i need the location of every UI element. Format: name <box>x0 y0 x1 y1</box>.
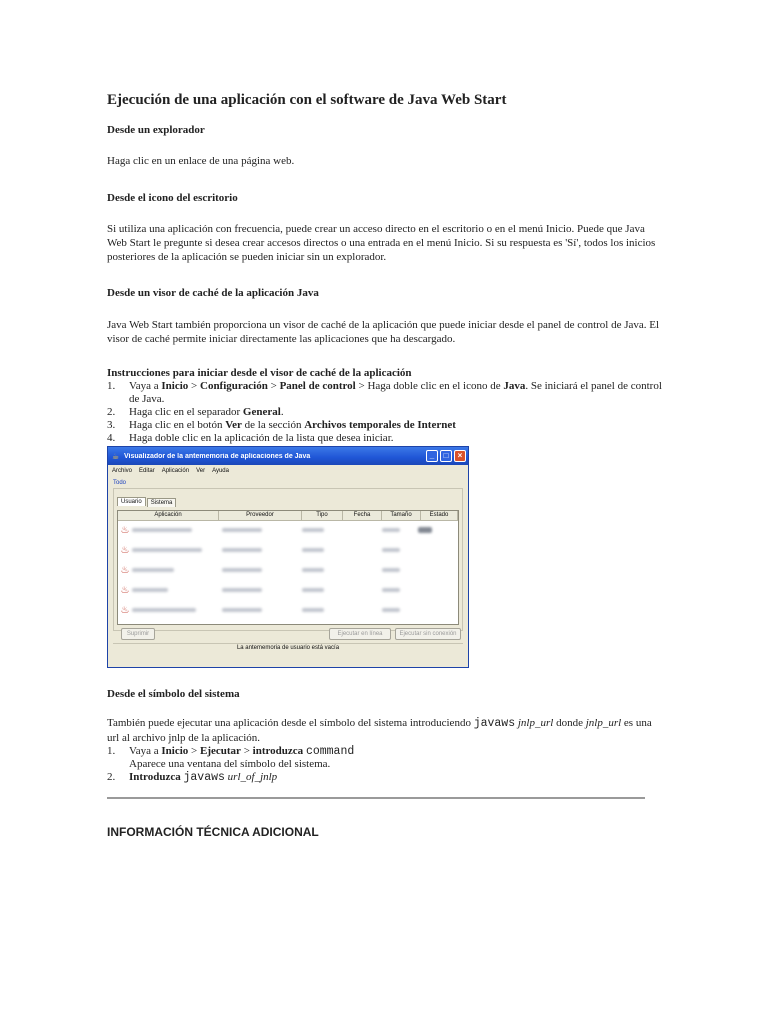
menu-ver[interactable]: Ver <box>196 467 206 474</box>
close-icon[interactable]: × <box>454 450 466 462</box>
text-system: También puede ejecutar una aplicación desde el símbolo del sistema introduciendo javaws jnlp_url donde jnlp_url es una url al archivo jnlp de la aplicación. <box>107 717 652 744</box>
table-row[interactable] <box>118 561 458 579</box>
tab-sistema[interactable]: Sistema <box>147 498 177 507</box>
java-app-icon: ♨ <box>120 524 130 536</box>
heading-desktop: Desde el icono del escritorio <box>107 192 238 204</box>
applications-table <box>117 510 459 625</box>
col-estado[interactable]: Estado <box>421 511 458 520</box>
java-cup-icon: ☕ <box>112 451 120 461</box>
system-step-1: 1. Vaya a Inicio > Ejecutar > introduzca command <box>107 745 355 758</box>
table-row[interactable] <box>118 601 458 619</box>
col-tamano[interactable]: Tamaño <box>382 511 421 520</box>
status-bar: La antememoria de usuario está vacía <box>113 643 463 653</box>
run-offline-button[interactable]: Ejecutar sin conexión <box>395 628 461 640</box>
menu-aplicacion[interactable]: Aplicación <box>161 467 190 474</box>
system-step-1-note: Aparece una ventana del símbolo del sistema. <box>129 758 331 770</box>
window-titlebar <box>108 447 468 465</box>
minimize-icon[interactable]: _ <box>426 450 438 462</box>
window-title: Visualizador de la antememoria de aplicaciones de Java <box>124 452 311 460</box>
step-2: 2. Haga clic en el separador General. <box>107 406 284 418</box>
java-app-icon: ♨ <box>120 584 130 596</box>
menu-archivo[interactable]: Archivo <box>112 467 133 474</box>
tab-usuario[interactable]: Usuario <box>117 497 146 506</box>
window-client <box>111 478 465 655</box>
heading-system: Desde el símbolo del sistema <box>107 688 240 700</box>
col-fecha[interactable]: Fecha <box>343 511 382 520</box>
step-4: 4. Haga doble clic en la aplicación de la lista que desea iniciar. <box>107 432 394 444</box>
col-proveedor[interactable]: Proveedor <box>219 511 302 520</box>
page-title: Ejecución de una aplicación con el software de Java Web Start <box>107 92 507 108</box>
menu-ayuda[interactable]: Ayuda <box>212 467 229 474</box>
horizontal-rule <box>107 797 645 799</box>
system-step-2: 2. Introduzca javaws url_of_jnlp <box>107 771 278 784</box>
heading-instructions: Instrucciones para iniciar desde el visor de caché de la aplicación <box>107 367 412 379</box>
tab-strip <box>117 498 177 507</box>
menu-bar <box>108 465 468 476</box>
footer-heading: INFORMACIÓN TÉCNICA ADICIONAL <box>107 825 319 839</box>
text-browser: Haga clic en un enlace de una página web. <box>107 155 295 167</box>
table-row[interactable] <box>118 521 458 539</box>
java-app-icon: ♨ <box>120 564 130 576</box>
heading-browser: Desde un explorador <box>107 124 205 136</box>
heading-cache: Desde un visor de caché de la aplicación Java <box>107 287 319 299</box>
table-row[interactable] <box>118 581 458 599</box>
table-row[interactable] <box>118 541 458 559</box>
step-3: 3. Haga clic en el botón Ver de la sección Archivos temporales de Internet <box>107 419 456 431</box>
col-tipo[interactable]: Tipo <box>302 511 343 520</box>
cache-viewer-window <box>107 446 469 668</box>
system-steps <box>107 745 662 784</box>
cache-steps <box>107 380 662 445</box>
java-app-icon: ♨ <box>120 604 130 616</box>
run-online-button[interactable]: Ejecutar en línea <box>329 628 391 640</box>
text-cache: Java Web Start también proporciona un visor de caché de la aplicación que puede iniciar desde el panel de control de Java. El visor de caché permite iniciar directamente las aplicaciones que ha descargado. <box>107 319 660 345</box>
menu-editar[interactable]: Editar <box>139 467 155 474</box>
text-desktop: Si utiliza una aplicación con frecuencia, puede crear un acceso directo en el escritorio o en el menú Inicio. Puede que Java Web Start le pregunte si desea crear accesos directos o una entrada en el menú Inicio. Si su respuesta es 'Sí', todos los inicios posteriores de la aplicación se pueden iniciar sin un explorador. <box>107 223 656 263</box>
maximize-icon[interactable]: □ <box>440 450 452 462</box>
col-aplicacion[interactable]: Aplicación <box>118 511 219 520</box>
delete-button[interactable]: Suprimir <box>121 628 155 640</box>
step-1: 1. Vaya a Inicio > Configuración > Panel de control > Haga doble clic en el icono de Java. Se iniciará el panel de control de Java. <box>107 380 662 405</box>
table-header <box>118 511 458 521</box>
group-label: Todo <box>113 480 127 486</box>
java-app-icon: ♨ <box>120 544 130 556</box>
